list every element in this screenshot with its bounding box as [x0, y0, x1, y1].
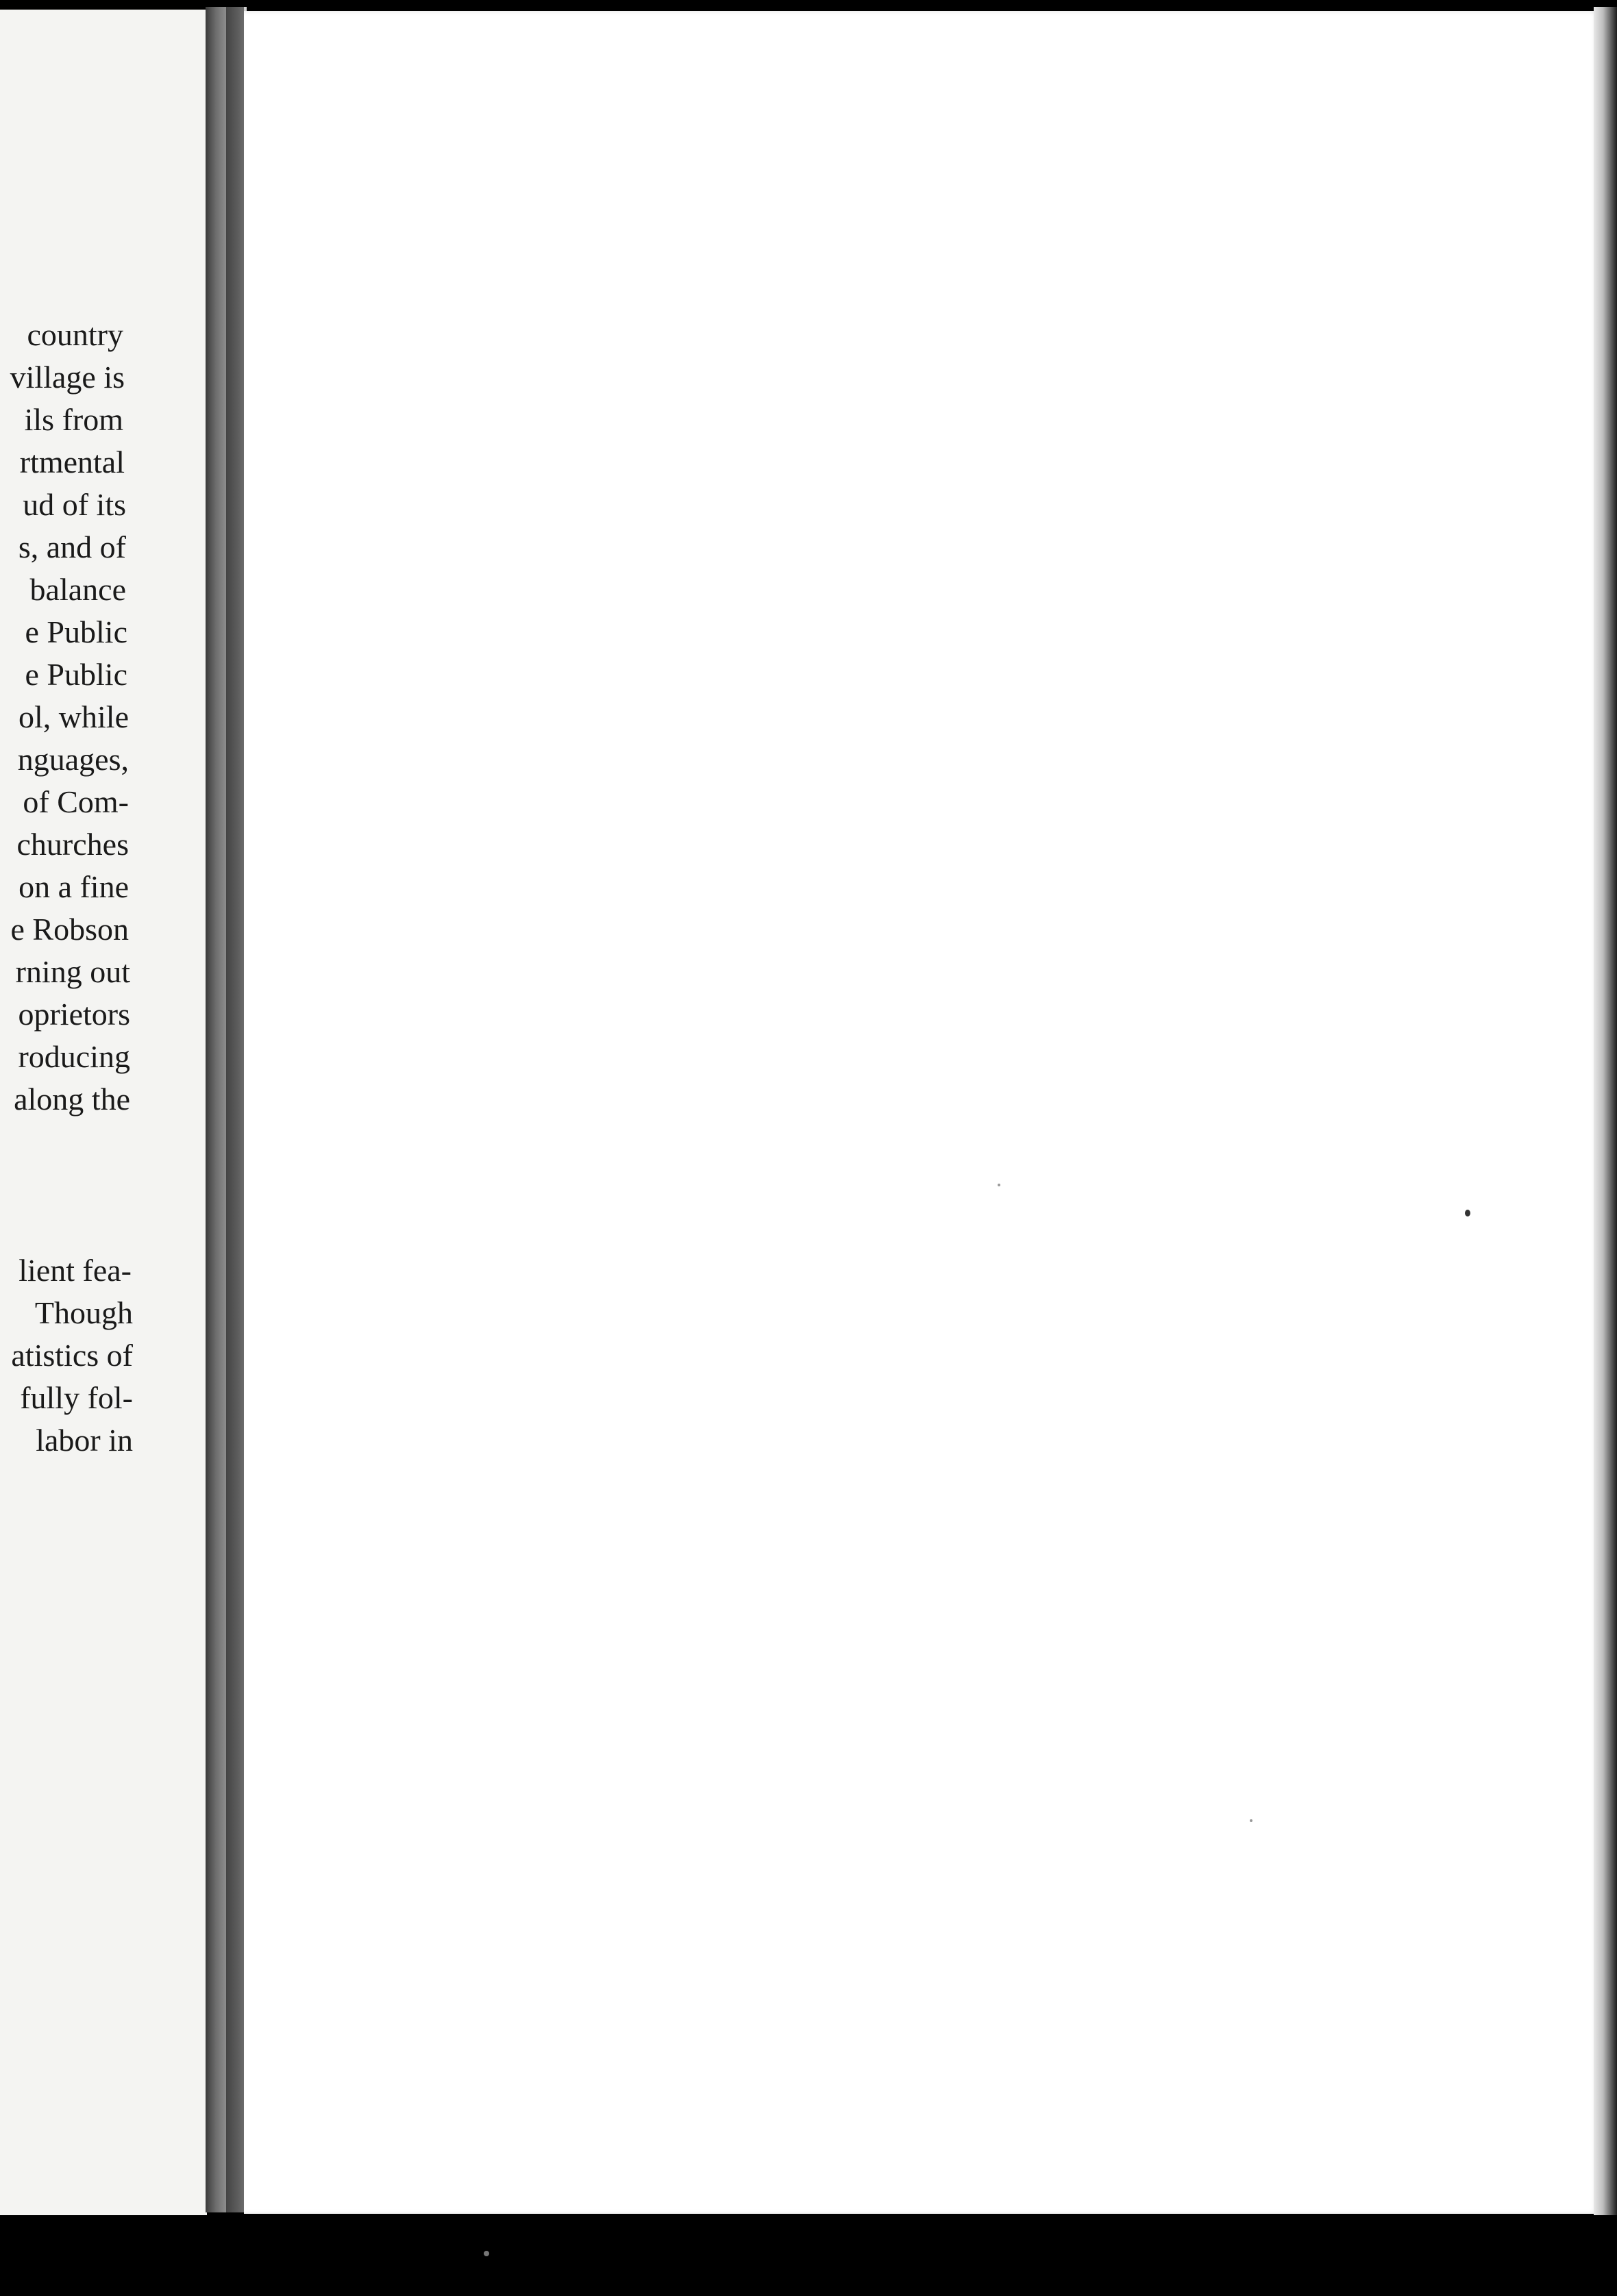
left-text-line: country	[27, 317, 123, 352]
left-text-line: Though	[34, 1295, 133, 1330]
left-text-line: fully fol-	[20, 1380, 133, 1415]
left-text-line: oprietors	[18, 997, 130, 1032]
paper-speck	[1465, 1210, 1470, 1216]
left-text-line: rtmental	[19, 445, 125, 479]
left-text-line: labor in	[36, 1423, 133, 1458]
left-page-fragment	[0, 10, 207, 2215]
left-text-line: village is	[10, 360, 125, 395]
paper-speck	[998, 1184, 1000, 1186]
right-page-edge	[1594, 7, 1617, 2226]
left-text-line: ils from	[24, 402, 123, 437]
left-text-line: on a fine	[18, 869, 129, 904]
left-text-line: ol, while	[18, 699, 129, 734]
left-text-line: e Public	[25, 657, 127, 692]
paper-speck	[1250, 1819, 1252, 1822]
gutter-shadow	[226, 7, 244, 2212]
scan-speck	[484, 2251, 489, 2256]
left-text-line: of Com-	[23, 784, 129, 819]
left-text-line: e Robson	[10, 912, 129, 947]
right-blank-page	[244, 11, 1599, 2214]
left-text-line: atistics of	[11, 1338, 133, 1373]
left-text-line: ud of its	[23, 487, 126, 522]
left-text-line: e Public	[25, 614, 127, 649]
left-text-line: lient fea-	[18, 1253, 132, 1288]
left-text-line: rning out	[15, 954, 130, 989]
left-text-line: balance	[29, 572, 126, 607]
left-text-line: s, and of	[18, 529, 126, 564]
left-text-line: along the	[14, 1082, 130, 1116]
left-text-line: roducing	[18, 1039, 130, 1074]
scan-bottom-border	[0, 2215, 1617, 2296]
left-text-line: nguages,	[17, 742, 129, 777]
left-text-line: churches	[16, 827, 129, 862]
